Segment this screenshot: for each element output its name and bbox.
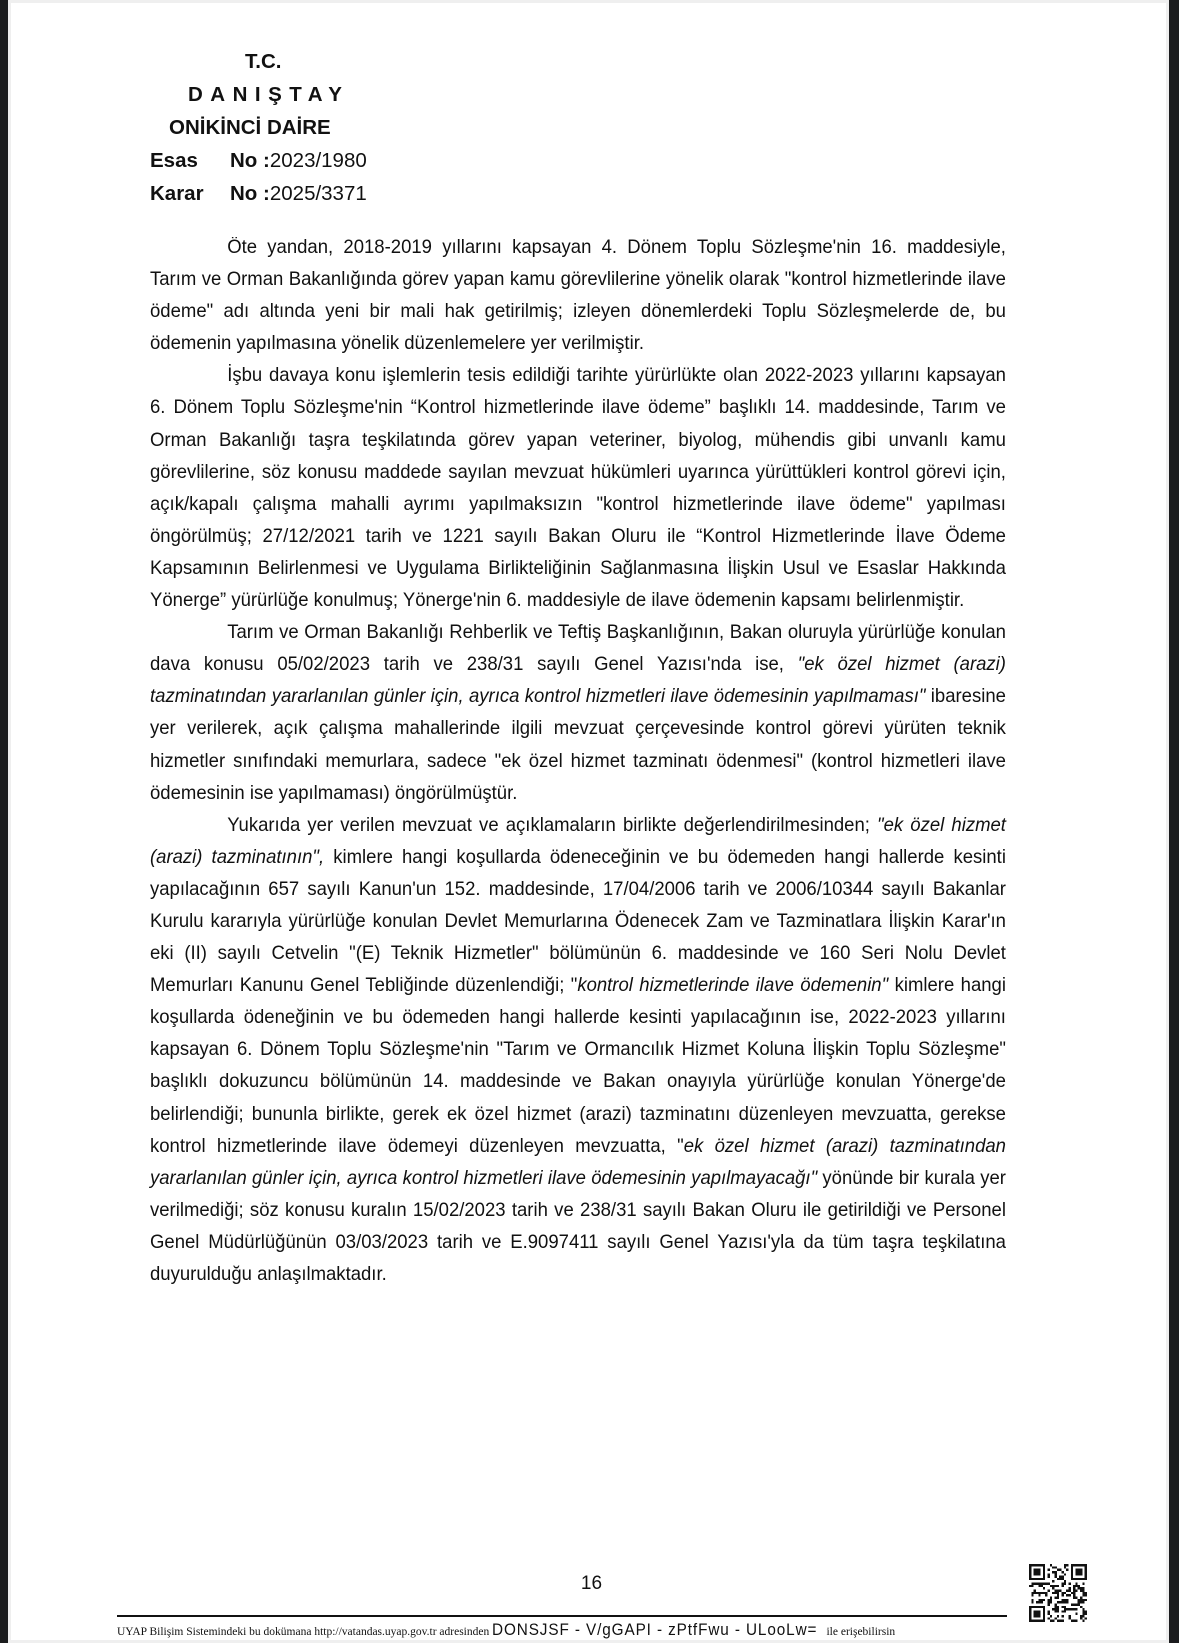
esas-no-value: 2023/1980 [269,149,367,172]
esas-no-row [150,144,367,177]
quoted-italic-text: ek özel hizmet (arazi) tazminatından yararlanılan günler için, ayrıca kontrol hizmetleri ilave ödemesinin yapılmayacağı" [150,1135,1006,1189]
court-header [150,45,367,210]
paragraph-text: kimlere hangi koşullarda ödeneceğinin ve bu ödemeden hangi hallerde kesinti yapılacağının 657 sayılı Kanun'un 152. maddesinde, 17/04/2006 tarih ve 2006/10344 sayılı Bakanlar Kurulu kararıyla yürürlüğe konulan Devlet Memurlarına Ödenecek Zam ve Tazminatlara İlişkin Karar'ın eki (II) sayılı Cetvelin "(E) Teknik Hizmetler" bölümünün 6. maddesinde ve 160 Seri Nolu Devlet Memurları Kanunu Genel Tebliğinde düzenlendiği; " [150,846,1006,997]
paragraph-text: İşbu davaya konu işlemlerin tesis edildiği tarihte yürürlükte olan 2022-2023 yıllarını kapsayan 6. Dönem Toplu Sözleşme'nin “Kontrol hizmetlerinde ilave ödeme” başlıklı 14. maddesinde, Tarım ve Orman Bakanlığı taşra teşkilatında görev yapan veteriner, biyolog, mühendis gibi unvanlı kamu görevlilerine, söz konusu maddede sayılan mevzuat hükümleri uyarınca yürüttükleri kontrol görevi için, açık/kapalı çalışma mahalli ayrımı yapılmaksızın "kontrol hizmetlerinde ilave ödeme" yapılması öngörülmüş; 27/12/2021 tarih ve 1221 sayılı Bakan Oluru ile “Kontrol Hizmetlerinde İlave Ödeme Kapsamının Belirlenmesi ve Uygulama Birlikteliğinin Sağlanmasına İlişkin Usul ve Esaslar Hakkında Yönerge” yürürlüğe konulmuş; Yönerge'nin 6. maddesiyle de ilave ödemenin kapsamı belirlenmiştir. [150,365,1006,612]
karar-no-row [150,177,367,210]
footer-prefix: UYAP Bilişim Sistemindeki bu dokümana http://vatandas.uyap.gov.tr adresinden [117,1626,490,1638]
karar-label: Karar [150,182,204,205]
document-page [11,3,1166,1640]
paragraph [150,810,1006,1291]
page-number: 16 [580,1573,603,1594]
header-tc: T.C. [245,50,282,73]
paragraph-text: kimlere hangi koşullarda ödeneğinin ve bu ödemeden hangi hallerde kesinti yapılacağının ise, 2022-2023 yıllarını kapsayan 6. Dönem Toplu Sözleşme'nin "Tarım ve Ormancılık Hizmet Koluna İlişkin Toplu Sözleşme" başlıklı dokuzuncu bölümünün 14. maddesinde ve Bakan onayıyla yürürlüğe konulan Yönerge'de belirlendiği; bununla birlikte, gerek ek özel hizmet (arazi) tazminatını düzenleyen mevzuatta, gerekse kontrol hizmetlerinde ilave ödemeyi düzenleyen mevzuatta, " [150,975,1006,1157]
document-viewer [8,0,1169,1643]
header-court-name: DANIŞTAY [188,83,350,106]
document-body [150,232,1006,1291]
paragraph-text: Tarım ve Orman Bakanlığı Rehberlik ve Teftiş Başkanlığının, Bakan oluruyla yürürlüğe konulan dava konusu 05/02/2023 tarih ve 238/31 sayılı Genel Yazısı'nda ise, [150,622,1006,676]
footer-suffix: ile erişebilirsin [826,1626,896,1638]
karar-no-label: No : [230,182,270,205]
uyap-footer [117,1620,1017,1640]
qr-code-icon [1029,1564,1087,1622]
quoted-italic-text: "ek özel hizmet (arazi) tazminatının", [150,814,1006,868]
karar-no-value: 2025/3371 [269,182,367,205]
paragraph-text: yönünde bir kurala yer verilmediği; söz konusu kuralın 15/02/2023 tarih ve 238/31 sayılı Bakan Oluru ile getirildiği ve Personel Genel Müdürlüğünün 03/03/2023 tarih ve E.9097411 sayılı Genel Yazısı'yla da tüm taşra teşkilatına duyurulduğu anlaşılmaktadır. [150,1167,1006,1285]
paragraph [150,232,1006,360]
paragraph-text: ibaresine yer verilerek, açık çalışma mahallerinde ilgili mevzuat çerçevesinde kontrol görevi yürüten teknik hizmetler sınıfındaki memurlara, sadece "ek özel hizmet tazminatı ödenmesi" (kontrol hizmetleri ilave ödemesinin ise yapılmaması) öngörülmüştür. [150,686,1006,804]
header-chamber: ONİKİNCİ DAİRE [169,116,331,139]
footer-divider [117,1615,1007,1617]
paragraph-text: Öte yandan, 2018-2019 yıllarını kapsayan 4. Dönem Toplu Sözleşme'nin 16. maddesiyle, Tarım ve Orman Bakanlığında görev yapan kamu görevlilerine yönelik olarak "kontrol hizmetlerinde ilave ödeme" adı altında yeni bir mali hak getirilmiş; izleyen dönemlerdeki Toplu Sözleşmelerde de, bu ödemenin yapılmasına yönelik düzenlemelere yer verilmiştir. [150,237,1006,355]
verification-code: DONSJSF - V/gGAPI - zPtfFwu - ULooLw= [492,1620,818,1639]
paragraph [150,360,1006,617]
esas-label: Esas [150,149,198,172]
paragraph-text: Yukarıda yer verilen mevzuat ve açıklamaların birlikte değerlendirilmesinden; [227,814,878,836]
esas-no-label: No : [230,149,270,172]
quoted-italic-text: "ek özel hizmet (arazi) tazminatından yararlanılan günler için, ayrıca kontrol hizmetleri ilave ödemesinin yapılmaması" [150,654,1006,708]
paragraph [150,617,1006,810]
quoted-italic-text: kontrol hizmetlerinde ilave ödemenin" [577,975,889,997]
